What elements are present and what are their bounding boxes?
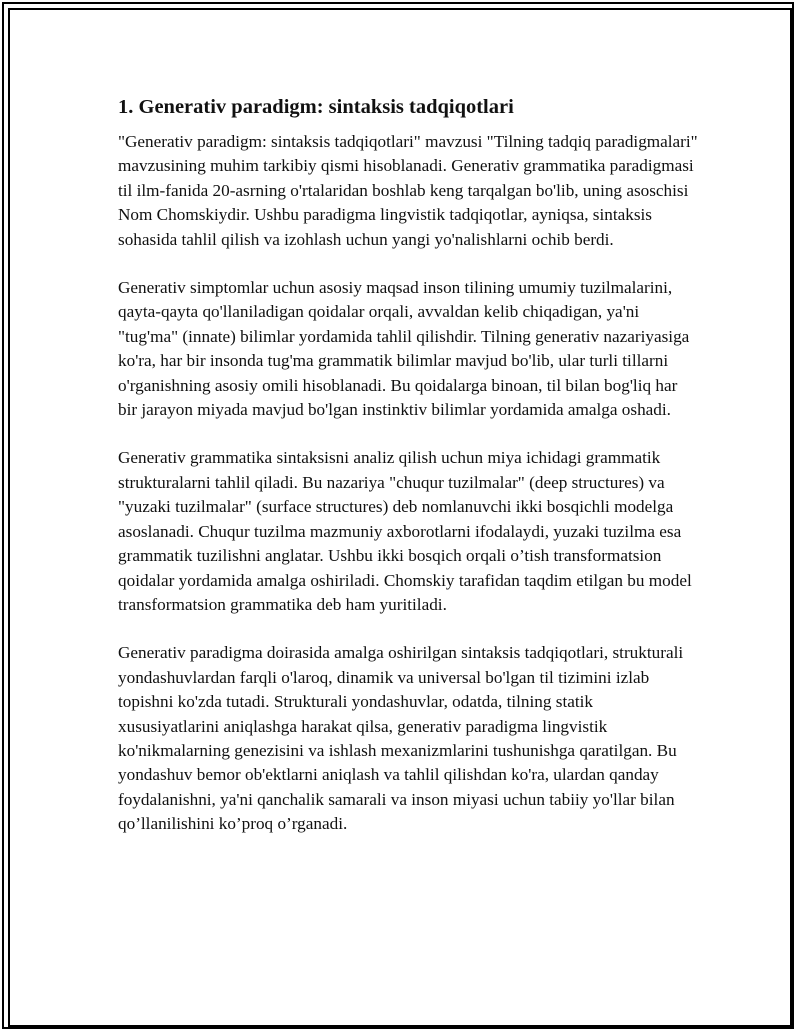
paragraph-3: Generativ grammatika sintaksisni analiz qilish uchun miya ichidagi grammatik strukturalarni tahlil qiladi. Bu nazariya "chuqur tuzilmalar" (deep structures) va "yuzaki tuzilmalar" (surface structures) deb nomlanuvchi ikki bosqichli modelga asoslanadi. Chuqur tuzilma mazmuniy axborotlarni ifodalaydi, yuzaki tuzilma esa grammatik tuzilishni anglatar. Ushbu ikki bosqich orqali o’tish transformatsion qoidalar yordamida amalga oshiriladi. Chomskiy tarafidan taqdim etilgan bu model transformatsion grammatika deb ham yuritiladi. (118, 448, 692, 614)
paragraph-2: Generativ simptomlar uchun asosiy maqsad inson tilining umumiy tuzilmalarini, qayta-qayta qo'llaniladigan qoidalar orqali, avvaldan kelib chiqadigan, ya'ni "tug'ma" (innate) bilimlar yordamida tahlil qilishdir. Tilning generativ nazariyasiga ko'ra, har bir insonda tug'ma grammatik bilimlar mavjud bo'lib, ular turli tillarni o'rganishning asosiy omili hisoblanadi. Bu qoidalarga binoan, til bilan bog'liq har bir jarayon miyada mavjud bo'lgan instinktiv bilimlar yordamida amalga oshadi. (118, 278, 690, 420)
document-body (118, 94, 698, 861)
paragraph-1: "Generativ paradigm: sintaksis tadqiqotlari" mavzusi "Tilning tadqiq paradigmalari" mavzusining muhim tarkibiy qismi hisoblanadi. Generativ grammatika paradigmasi til ilm-fanida 20-asrning o'rtalaridan boshlab keng tarqalgan bo'lib, uning asoschisi Nom Chomskiydir. Ushbu paradigma lingvistik tadqiqotlar, ayniqsa, sintaksis sohasida tahlil qilish va izohlash uchun yangi yo'nalishlarni ochib berdi. (118, 132, 698, 249)
paragraph-4: Generativ paradigma doirasida amalga oshirilgan sintaksis tadqiqotlari, strukturali yondashuvlardan farqli o'laroq, dinamik va universal bo'lgan til tizimini izlab topishni ko'zda tutadi. Strukturali yondashuvlar, odatda, tilning statik xususiyatlarini aniqlashga harakat qilsa, generativ paradigma lingvistik ko'nikmalarning genezisini va ishlash mexanizmlarini tushunishga qaratilgan. Bu yondashuv bemor ob'ektlarni aniqlash va tahlil qilishdan ko'ra, ulardan qanday foydalanishni, ya'ni qanchalik samarali va inson miyasi uchun tabiiy yo'llar bilan qo’llanilishini ko’proq o’rganadi. (118, 643, 684, 834)
section-heading: 1. Generativ paradigm: sintaksis tadqiqotlari (118, 96, 514, 118)
